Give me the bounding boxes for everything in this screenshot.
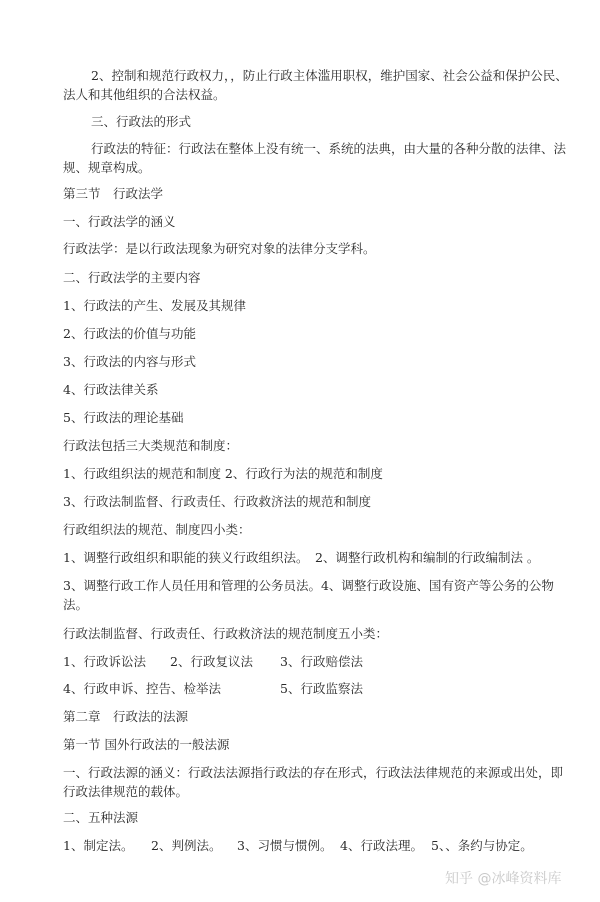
paragraph-line: 行政法制监督、行政责任、行政救济法的规范制度五小类：	[63, 626, 389, 641]
list-item: 3、行政赔偿法	[280, 654, 363, 669]
list-row	[63, 838, 533, 854]
list-item: 2、判例法。	[151, 838, 222, 853]
paragraph-line: 行政法包括三大类规范和制度：	[63, 438, 239, 453]
paragraph-line: 一、行政法源的涵义：行政法法源指行政法的存在形式，行政法法律规范的来源或出处，即	[63, 765, 564, 780]
list-item: 1、行政法的产生、发展及其规律	[63, 298, 246, 313]
list-item: 4、行政申诉、控告、检举法	[63, 681, 221, 696]
list-item: 1、行政组织法的规范和制度 2、行政行为法的规范和制度	[63, 466, 383, 481]
section-heading: 一、行政法学的涵义	[63, 214, 176, 229]
list-item: 2、行政法的价值与功能	[63, 326, 196, 341]
list-item: 1、行政诉讼法	[63, 654, 146, 669]
paragraph-line: 行政法的特征：行政法在整体上没有统一、系统的法典，由大量的各种分散的法律、法	[91, 141, 567, 156]
section-heading: 二、行政法学的主要内容	[63, 270, 201, 285]
list-item: 3、习惯与惯例。	[237, 838, 333, 853]
paragraph-line: 法。	[63, 597, 89, 612]
paragraph-line: 行政法学：是以行政法现象为研究对象的法律分支学科。	[63, 241, 376, 256]
list-item: 5、行政法的理论基础	[63, 410, 184, 425]
section-heading: 二、五种法源	[63, 810, 139, 825]
list-item: 5、行政监察法	[280, 681, 363, 696]
list-row	[63, 681, 363, 697]
section-heading: 第三节 行政法学	[63, 186, 164, 201]
list-row	[63, 550, 539, 566]
paragraph-line: 2、控制和规范行政权力，，防止行政主体滥用职权，维护国家、社会公益和保护公民、	[91, 68, 568, 83]
list-item: 3、行政法制监督、行政责任、行政救济法的规范和制度	[63, 494, 371, 509]
chapter-heading: 第二章 行政法的法源	[63, 709, 189, 724]
watermark: 知乎 @冰峰资料库	[445, 871, 562, 887]
list-item: 3、调整行政工作人员任用和管理的公务员法。4、调整行政设施、国有资产等公务的公物	[63, 578, 554, 593]
paragraph-line: 法人和其他组织的合法权益。	[63, 87, 226, 102]
paragraph-line: 行政法律规范的载体。	[63, 784, 189, 799]
list-item: 2、调整行政机构和编制的行政编制法 。	[315, 550, 540, 565]
list-item: 1、制定法。	[63, 838, 134, 853]
section-heading: 三、行政法的形式	[91, 114, 192, 129]
list-row	[63, 654, 363, 670]
paragraph-line: 行政组织法的规范、制度四小类：	[63, 522, 251, 537]
paragraph-line: 规、规章构成。	[63, 160, 151, 175]
list-item: 4、行政法理。	[340, 838, 423, 853]
section-heading: 第一节 国外行政法的一般法源	[63, 737, 230, 752]
list-item: 3、行政法的内容与形式	[63, 354, 196, 369]
list-item: 1、调整行政组织和职能的狭义行政组织法。	[63, 550, 309, 565]
list-item: 5、、条约与协定。	[431, 838, 533, 853]
list-item: 4、行政法律关系	[63, 382, 159, 397]
list-item: 2、行政复议法	[170, 654, 253, 669]
